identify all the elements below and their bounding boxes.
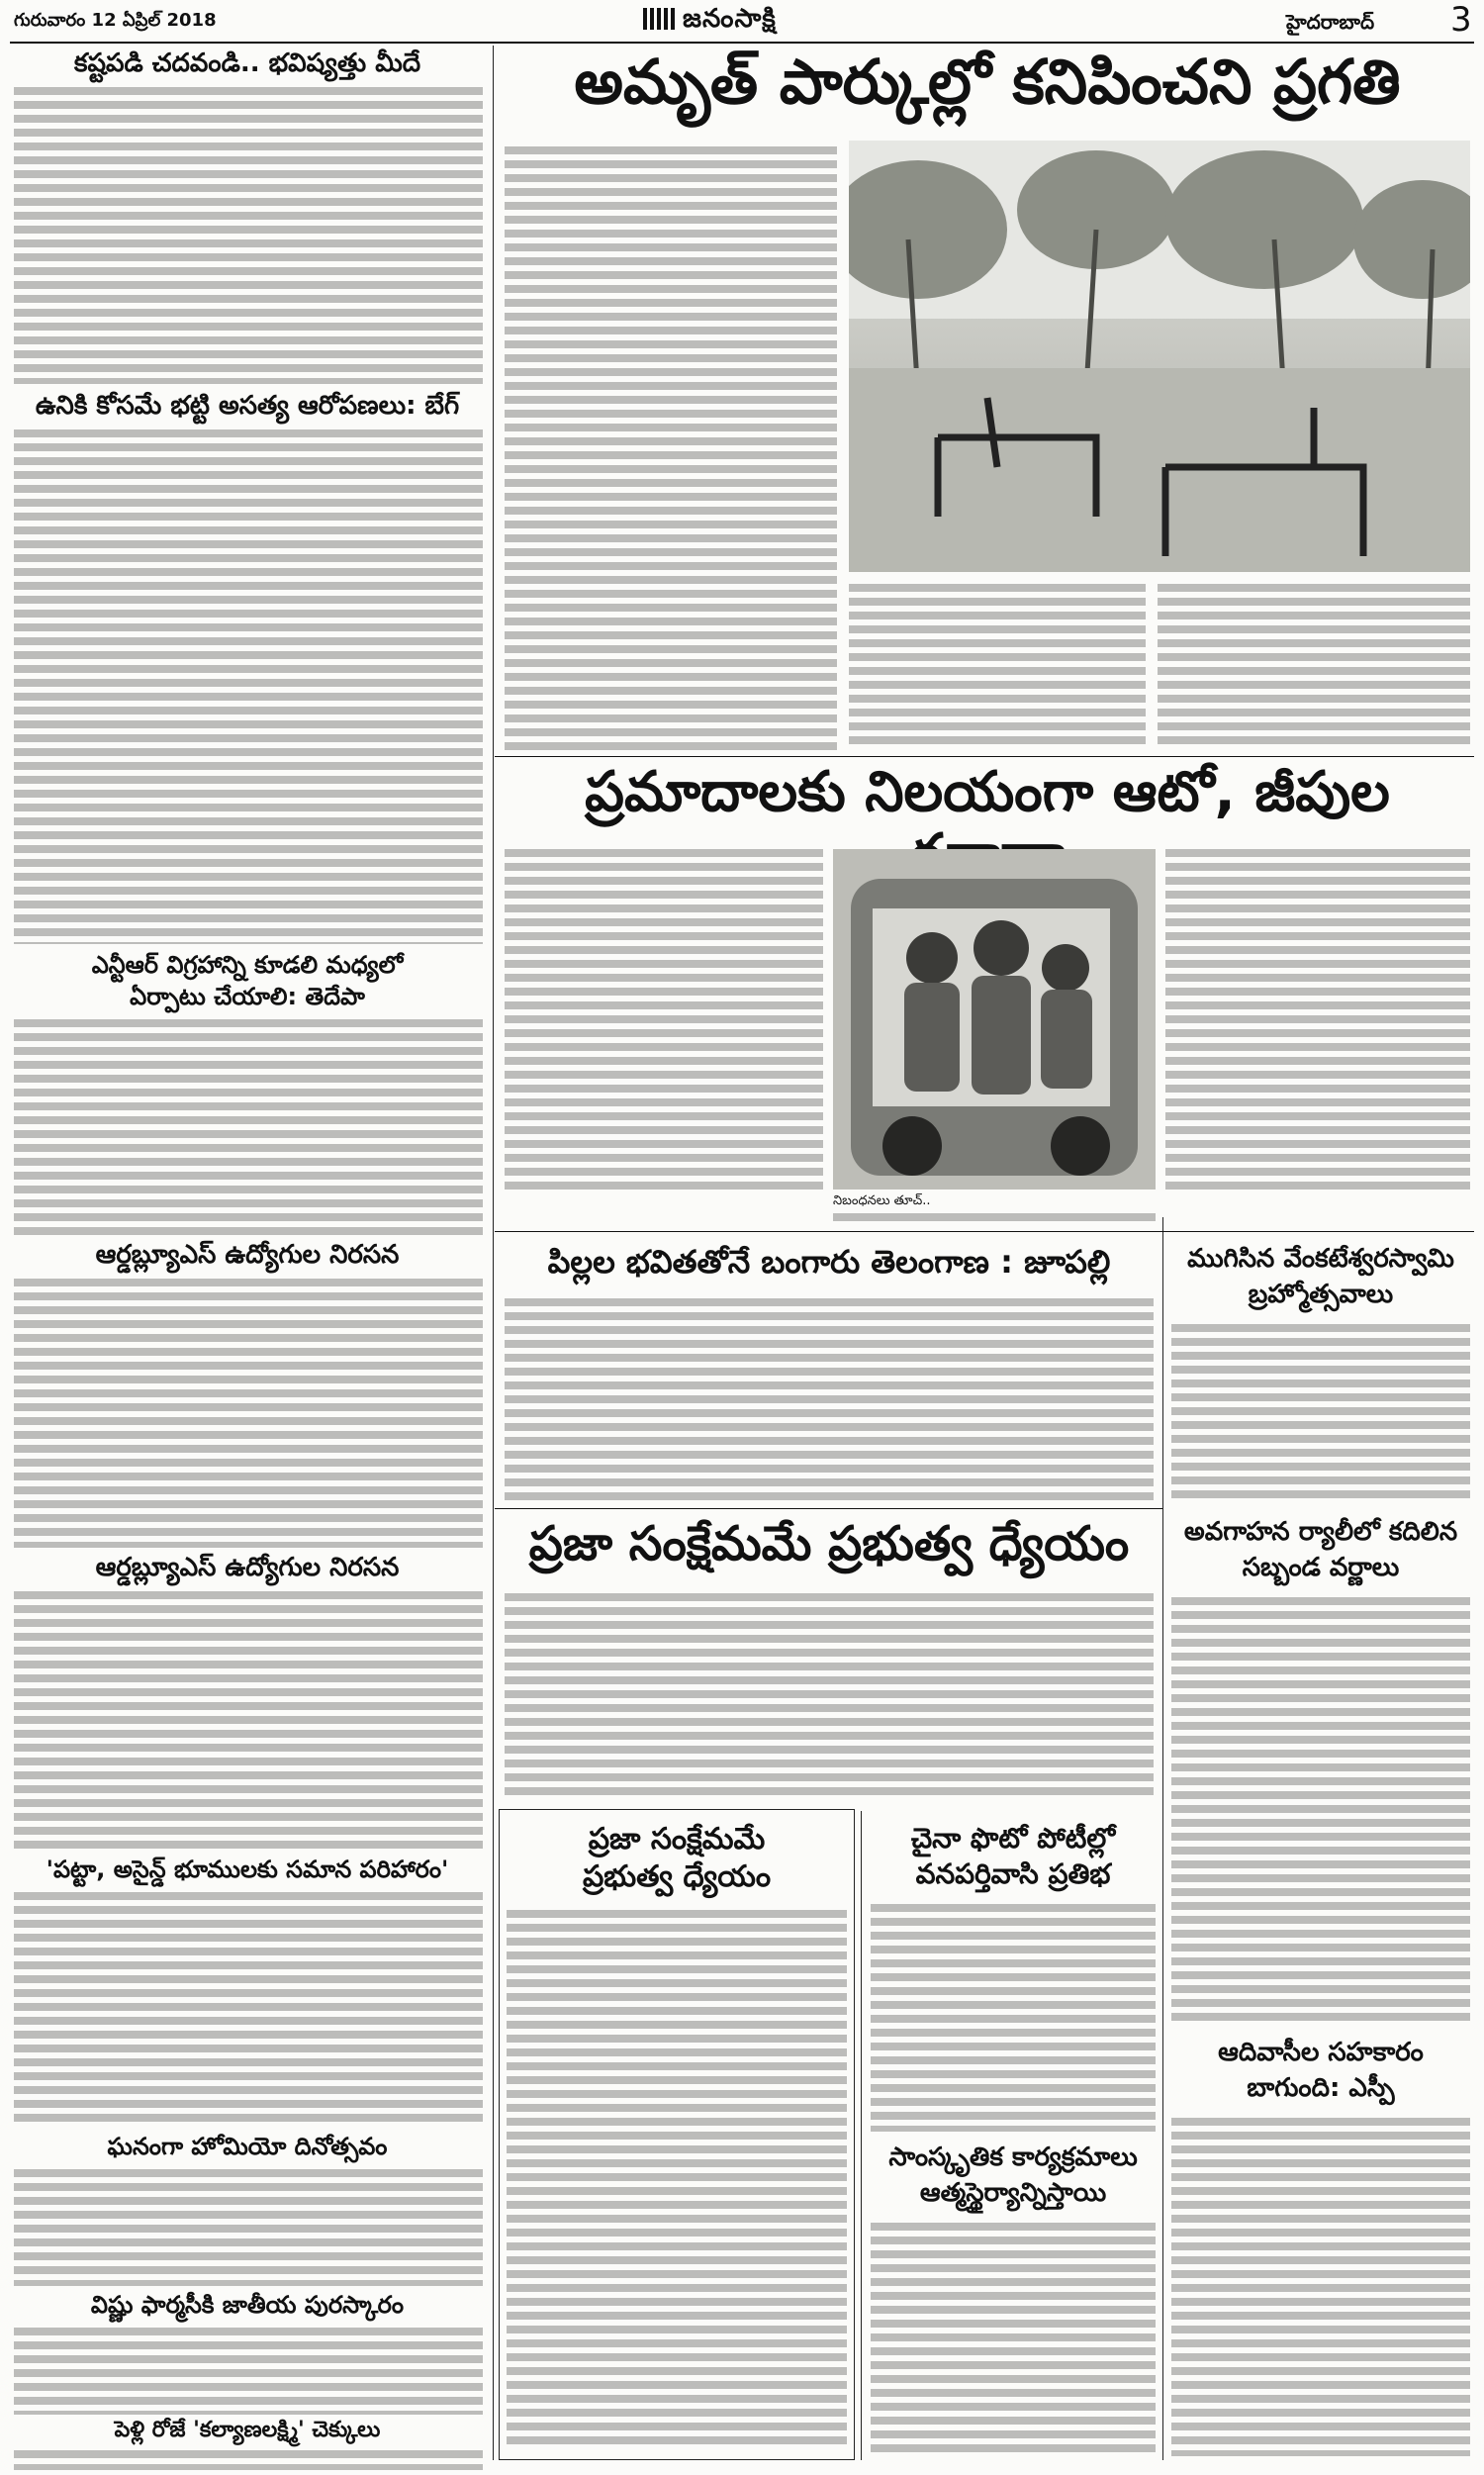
- story-body-amrut-1: [505, 146, 837, 750]
- headline-children: పిల్లల భవితతోనే బంగారు తెలంగాణ : జూపల్లి: [547, 1243, 1111, 1281]
- column-divider: [861, 1811, 862, 2460]
- story-body-auto-3: [1165, 849, 1470, 1195]
- park-photo: [849, 141, 1470, 572]
- headline-rdws-2: ఆర్డబ్ల్యూఎస్ ఉద్యోగుల నిరసన: [95, 1553, 400, 1582]
- story-body-kalyana: [14, 2450, 483, 2470]
- story-body-children: [505, 1298, 1154, 1500]
- headline-culture-2: ఆత్మస్థైర్యాన్నిస్తాయి: [919, 2178, 1107, 2208]
- headline-pattas: 'పట్టా, అసైన్డ్ భూములకు సమాన పరిహారం': [46, 1856, 449, 1883]
- headline-homeo: ఘనంగా హోమియో దినోత్సవం: [107, 2133, 388, 2160]
- story-body-welfare-big: [505, 1593, 1154, 1799]
- park-scene-image: [849, 141, 1470, 572]
- headline-beg: ఉనికి కోసమే భట్టి అసత్య ఆరోపణలు: బేగ్: [35, 391, 460, 421]
- headline-vishnu: విష్ణు ఫార్మసీకి జాతీయ పురస్కారం: [90, 2291, 405, 2319]
- headline-china-1: చైనా ఫొటో పోటీల్లో: [910, 1822, 1116, 1855]
- story-body-rdws-1: [14, 1279, 483, 1548]
- crowded-auto-image: [833, 849, 1156, 1190]
- headline-kalyana: పెళ్లి రోజే 'కల్యాణలక్ష్మి' చెక్కులు: [114, 2418, 381, 2442]
- story-body-pattas: [14, 1892, 483, 2128]
- story-body-auto-1: [505, 849, 823, 1195]
- logo-mark-icon: [643, 8, 677, 30]
- story-body-culture: [871, 2223, 1156, 2456]
- headline-welfare-small-1: ప్రజా సంక్షేమమే: [588, 1822, 766, 1856]
- story-body-future: [14, 87, 483, 384]
- headline-tribal-1: ఆదివాసీల సహకారం: [1218, 2038, 1424, 2067]
- headline-ntr-1: ఎన్టీఆర్ విగ్రహాన్ని కూడలి మధ్యలో: [91, 951, 404, 979]
- story-body-homeo: [14, 2169, 483, 2286]
- edition-city: హైదరాబాద్: [1286, 10, 1375, 34]
- story-body-vishnu: [14, 2328, 483, 2415]
- story-body-welfare-small: [507, 1910, 847, 2448]
- auto-photo-caption: నిబంధనలు తూచ్..: [833, 1193, 931, 1208]
- headline-tribal-2: బాగుంది: ఎస్పీ: [1247, 2073, 1395, 2103]
- headline-future: కష్టపడి చదవండి.. భవిష్యత్తు మీదే: [73, 48, 421, 78]
- story-body-ntr: [14, 1019, 483, 1235]
- headline-brahmotsavam-1: ముగిసిన వేంకటేశ్వరస్వామి: [1187, 1244, 1454, 1274]
- column-divider: [493, 46, 494, 2460]
- headline-auto-jeeps: ప్రమాదాలకు నిలయంగా ఆటో, జీపుల: [585, 760, 1390, 824]
- story-body-amrut-3: [1158, 584, 1470, 750]
- story-body-amrut-2: [849, 584, 1146, 750]
- story-body-rally: [1171, 1597, 1470, 2025]
- auto-photo: [833, 849, 1156, 1190]
- headline-culture-1: సాంస్కృతిక కార్యక్రమాలు: [888, 2142, 1138, 2172]
- headline-china-2: వనపర్తివాసి ప్రతిభ: [915, 1857, 1111, 1890]
- issue-date: గురువారం 12 ఏప్రిల్ 2018: [14, 10, 217, 31]
- headline-rdws-1: ఆర్డబ్ల్యూఎస్ ఉద్యోగుల నిరసన: [95, 1240, 400, 1270]
- column-divider: [1162, 1217, 1163, 2460]
- headline-rally-2: సబ్బండ వర్ణాలు: [1242, 1553, 1400, 1582]
- paper-logo: [643, 4, 777, 40]
- story-body-beg: [14, 429, 483, 944]
- story-body-brahmotsavam: [1171, 1324, 1470, 1502]
- section-rule: [495, 1508, 1162, 1509]
- story-body-tribal: [1171, 2118, 1470, 2456]
- section-rule: [495, 1231, 1474, 1232]
- section-rule: [495, 756, 1474, 757]
- headline-brahmotsavam-2: బ్రహ్మోత్సవాలు: [1248, 1280, 1394, 1309]
- story-body-rdws-2: [14, 1591, 483, 1849]
- headline-amrut: అమృత్ పార్కుల్లో కనిపించని ప్రగతి: [574, 46, 1401, 118]
- headline-welfare-big: ప్రజా సంక్షేమమే ప్రభుత్వ ధ్యేయం: [528, 1516, 1130, 1571]
- story-body-auto-2: [833, 1213, 1156, 1225]
- headline-rally-1: అవగాహన ర్యాలీలో కదిలిన: [1183, 1517, 1458, 1547]
- paper-name: జనంసాక్షి: [683, 4, 777, 34]
- headline-ntr-2: ఏర్పాటు చేయాలి: తెదేపా: [130, 983, 365, 1010]
- headline-welfare-small-2: ప్రభుత్వ ధ్యేయం: [582, 1859, 772, 1894]
- story-body-china: [871, 1904, 1156, 2132]
- masthead-rule: [10, 42, 1474, 44]
- page-number: 3: [1450, 0, 1472, 40]
